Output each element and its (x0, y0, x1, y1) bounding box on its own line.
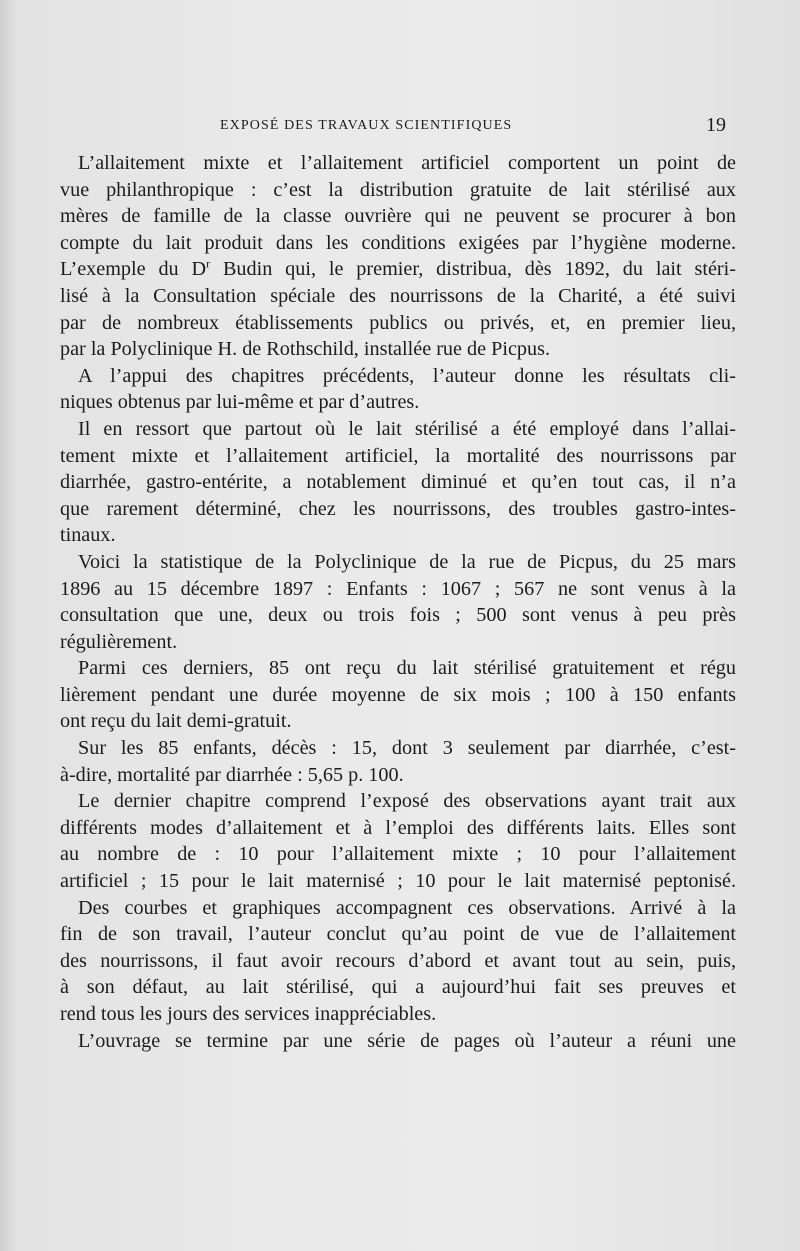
text-line (60, 256, 736, 283)
text-line: lièrement pendant une durée moyenne de six mois ; 100 à 150 enfants (60, 683, 736, 706)
text-line: artificiel ; 15 pour le lait maternisé ; 10 pour le lait maternisé peptonisé. (60, 870, 736, 893)
text-line: fin de son travail, l’auteur conclut qu’au point de vue de l’allaitement (60, 923, 736, 946)
page-number: 19 (706, 114, 726, 136)
text-fragment: L’exemple du D (60, 258, 207, 281)
text-line: régulièrement. (60, 630, 178, 653)
text-line: que rarement déterminé, chez les nourrissons, des troubles gastro-intes- (60, 497, 736, 520)
text-line: différents modes d’allaitement et à l’emploi des différents laits. Elles sont (60, 816, 736, 839)
text-line: lisé à la Consultation spéciale des nourrissons de la Charité, a été suivi (60, 284, 736, 307)
text-line: à son défaut, au lait stérilisé, qui a aujourd’hui fait ses preuves et (60, 976, 736, 999)
page-header (60, 114, 732, 142)
text-line: par de nombreux établissements publics ou privés, et, en premier lieu, (60, 311, 736, 334)
text-line: compte du lait produit dans les conditions exigées par l’hygiène moderne. (60, 231, 736, 254)
text-line: consultation que une, deux ou trois fois ; 500 sont venus à peu près (60, 604, 736, 627)
text-line: Voici la statistique de la Polyclinique de la rue de Picpus, du 25 mars (78, 550, 736, 573)
text-line: L’ouvrage se termine par une série de pages où l’auteur a réuni une (78, 1029, 736, 1052)
text-line: 1896 au 15 décembre 1897 : Enfants : 1067 ; 567 ne sont venus à la (60, 577, 736, 600)
text-line: rend tous les jours des services inappréciables. (60, 1003, 437, 1025)
text-line: tement mixte et l’allaitement artificiel, la mortalité des nourrissons par (60, 444, 736, 467)
text-line: Des courbes et graphiques accompagnent ces observations. Arrivé à la (78, 896, 736, 919)
superscript: r (206, 256, 211, 271)
text-line: tinaux. (60, 524, 116, 547)
text-line: diarrhée, gastro-entérite, a notablement diminué et qu’en tout cas, il n’a (60, 471, 736, 494)
text-line: Il en ressort que partout où le lait stérilisé a été employé dans l’allai- (78, 417, 736, 440)
text-line: des nourrissons, il faut avoir recours d’abord et avant tout au sein, puis, (60, 949, 736, 972)
text-line: A l’appui des chapitres précédents, l’auteur donne les résultats cli- (78, 364, 736, 387)
text-line: au nombre de : 10 pour l’allaitement mixte ; 10 pour l’allaitement (60, 843, 736, 866)
body-text (60, 150, 736, 1054)
text-line: mères de famille de la classe ouvrière qui ne peuvent se procurer à bon (60, 205, 736, 228)
text-fragment: Budin qui, le premier, distribua, dès 1892, du lait stéri- (210, 258, 736, 281)
text-line: niques obtenus par lui-même et par d’autres. (60, 391, 420, 414)
text-line: Parmi ces derniers, 85 ont reçu du lait stérilisé gratuitement et régu (78, 657, 736, 680)
text-line: Le dernier chapitre comprend l’exposé des observations ayant trait aux (78, 790, 736, 813)
text-line: ont reçu du lait demi-gratuit. (60, 710, 292, 733)
text-line: vue philanthropique : c’est la distribution gratuite de lait stérilisé aux (60, 178, 736, 201)
running-title: EXPOSÉ DES TRAVAUX SCIENTIFIQUES (220, 118, 513, 133)
text-line: par la Polyclinique H. de Rothschild, installée rue de Picpus. (60, 338, 551, 361)
text-line: à-dire, mortalité par diarrhée : 5,65 p. 100. (60, 763, 404, 786)
page-gutter-shadow (0, 0, 18, 1251)
text-line: Sur les 85 enfants, décès : 15, dont 3 seulement par diarrhée, c’est- (78, 737, 736, 760)
text-line: L’allaitement mixte et l’allaitement artificiel comportent un point de (78, 152, 736, 174)
